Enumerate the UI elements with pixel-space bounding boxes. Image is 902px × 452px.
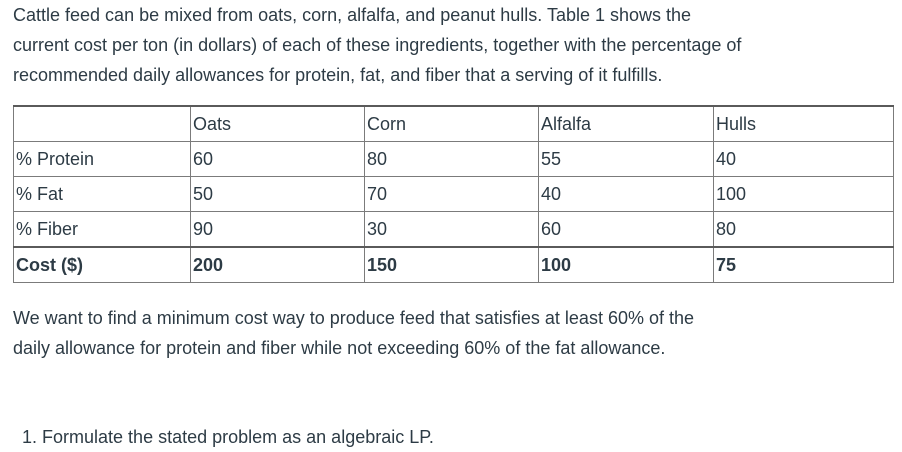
table-header-cell: Alfalfa (539, 106, 714, 142)
table-cell: 80 (714, 212, 894, 248)
intro-line: recommended daily allowances for protein, fat, and fiber that a serving of it fulfills. (13, 65, 663, 85)
table-cell: 50 (191, 177, 365, 212)
table-cell: 40 (714, 142, 894, 177)
row-label-cell: % Fat (14, 177, 191, 212)
intro-line: Cattle feed can be mixed from oats, corn, alfalfa, and peanut hulls. Table 1 shows the (13, 5, 692, 25)
table-header-cell: Oats (191, 106, 365, 142)
row-label-cell: Cost ($) (14, 247, 191, 283)
table-header-cell: Corn (365, 106, 539, 142)
cost-row (14, 247, 894, 283)
task-text: Formulate the stated problem as an algebraic LP. (42, 427, 434, 447)
table-cell: 75 (714, 247, 894, 283)
row-label-cell: % Fiber (14, 212, 191, 248)
goal-paragraph (13, 303, 893, 363)
table-cell: 55 (539, 142, 714, 177)
table-cell: 100 (539, 247, 714, 283)
task-number: 1. (22, 427, 38, 447)
table-cell: 30 (365, 212, 539, 248)
table-row (14, 212, 894, 248)
table-cell: 150 (365, 247, 539, 283)
task-item (22, 423, 434, 451)
table-header-row (14, 106, 894, 142)
table-cell: 80 (365, 142, 539, 177)
table-header-cell (14, 106, 191, 142)
intro-paragraph (13, 0, 893, 90)
table-cell: 90 (191, 212, 365, 248)
table-cell: 60 (539, 212, 714, 248)
row-label-cell: % Protein (14, 142, 191, 177)
goal-line: daily allowance for protein and fiber while not exceeding 60% of the fat allowance. (13, 338, 666, 358)
table-row (14, 142, 894, 177)
table-cell: 60 (191, 142, 365, 177)
table-cell: 40 (539, 177, 714, 212)
goal-line: We want to find a minimum cost way to produce feed that satisfies at least 60% of the (13, 308, 695, 328)
table-cell: 200 (191, 247, 365, 283)
table-cell: 100 (714, 177, 894, 212)
table-cell: 70 (365, 177, 539, 212)
intro-line: current cost per ton (in dollars) of each of these ingredients, together with the percentage of (13, 35, 742, 55)
ingredients-table (13, 105, 894, 283)
table-header-cell: Hulls (714, 106, 894, 142)
table-row (14, 177, 894, 212)
